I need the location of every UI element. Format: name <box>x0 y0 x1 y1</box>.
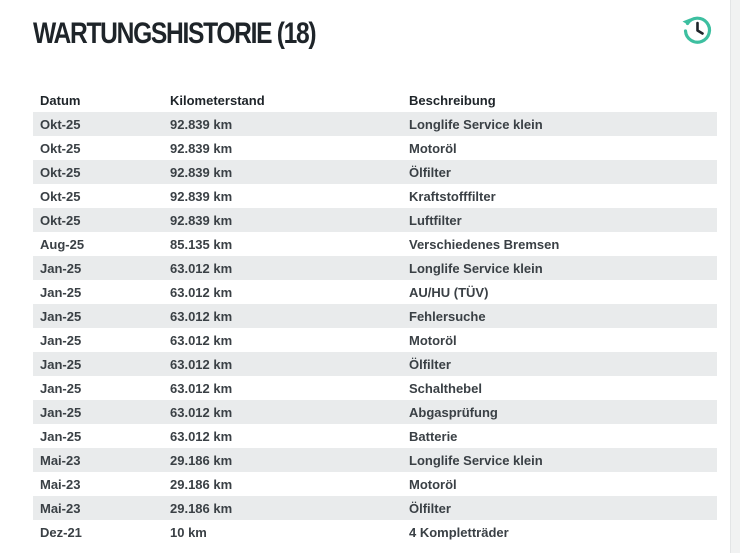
cell-description: Verschiedenes Bremsen <box>409 236 560 252</box>
table-row <box>33 280 717 304</box>
cell-description: Ölfilter <box>402 160 717 184</box>
cell-description: Longlife Service klein <box>402 256 717 280</box>
cell-mileage: 92.839 km <box>163 112 402 136</box>
cell-mileage: 63.012 km <box>170 380 233 396</box>
cell-mileage: 63.012 km <box>170 332 233 348</box>
cell-description: Ölfilter <box>402 352 717 376</box>
cell-description: Longlife Service klein <box>402 112 717 136</box>
column-header-description: Beschreibung <box>409 92 496 108</box>
table-row <box>33 328 717 352</box>
cell-mileage: 92.839 km <box>163 208 402 232</box>
cell-description: Motoröl <box>409 476 457 492</box>
table-row <box>33 448 717 472</box>
cell-mileage: 29.186 km <box>170 476 233 492</box>
cell-date: Okt-25 <box>33 112 163 136</box>
cell-date: Jan-25 <box>33 304 163 328</box>
cell-mileage: 92.839 km <box>170 188 233 204</box>
table-row <box>33 352 717 376</box>
cell-date: Jan-25 <box>40 380 82 396</box>
cell-description: Kraftstofffilter <box>409 188 496 204</box>
table-row <box>33 304 717 328</box>
table-row <box>33 256 717 280</box>
cell-mileage: 92.839 km <box>170 140 233 156</box>
cell-date: Aug-25 <box>40 236 85 252</box>
cell-mileage: 29.186 km <box>163 448 402 472</box>
cell-date: Jan-25 <box>33 400 163 424</box>
history-button[interactable] <box>678 10 716 48</box>
table-row <box>33 160 717 184</box>
cell-date: Okt-25 <box>33 160 163 184</box>
cell-date: Dez-21 <box>40 524 82 540</box>
cell-date: Okt-25 <box>33 208 163 232</box>
table-header-row <box>33 88 717 112</box>
cell-mileage: 63.012 km <box>163 304 402 328</box>
cell-mileage: 85.135 km <box>170 236 233 252</box>
cell-mileage: 63.012 km <box>163 256 402 280</box>
cell-date: Jan-25 <box>33 352 163 376</box>
cell-date: Jan-25 <box>40 284 82 300</box>
cell-description: AU/HU (TÜV) <box>409 284 489 300</box>
cell-description: Ölfilter <box>402 496 717 520</box>
table-row <box>33 496 717 520</box>
table-row <box>33 424 717 448</box>
cell-description: Schalthebel <box>409 380 482 396</box>
cell-date: Mai-23 <box>40 476 81 492</box>
column-header-date: Datum <box>40 92 81 108</box>
cell-description: 4 Kompletträder <box>409 524 509 540</box>
cell-description: Motoröl <box>409 140 457 156</box>
cell-description: Motoröl <box>409 332 457 348</box>
table-row <box>33 232 717 256</box>
cell-mileage: 63.012 km <box>170 284 233 300</box>
table-row <box>33 520 717 544</box>
maintenance-history-table <box>33 88 717 544</box>
cell-mileage: 92.839 km <box>163 160 402 184</box>
cell-date: Mai-23 <box>33 448 163 472</box>
cell-description: Fehlersuche <box>402 304 717 328</box>
cell-mileage: 63.012 km <box>163 400 402 424</box>
cell-date: Jan-25 <box>40 332 82 348</box>
cell-description: Batterie <box>409 428 458 444</box>
table-body <box>33 112 717 544</box>
table-row <box>33 472 717 496</box>
table-row <box>33 376 717 400</box>
cell-date: Jan-25 <box>33 256 163 280</box>
table-row <box>33 184 717 208</box>
cell-description: Luftfilter <box>402 208 717 232</box>
column-header-mileage: Kilometerstand <box>170 92 265 108</box>
cell-mileage: 29.186 km <box>163 496 402 520</box>
table-row <box>33 136 717 160</box>
page-title: WARTUNGSHISTORIE (18) <box>33 17 316 50</box>
cell-date: Jan-25 <box>40 428 82 444</box>
cell-mileage: 10 km <box>170 524 207 540</box>
history-clock-icon <box>680 12 714 46</box>
cell-date: Okt-25 <box>40 188 81 204</box>
table-row <box>33 208 717 232</box>
cell-date: Okt-25 <box>40 140 81 156</box>
scrollbar-track[interactable] <box>730 0 740 553</box>
cell-mileage: 63.012 km <box>163 352 402 376</box>
cell-date: Mai-23 <box>33 496 163 520</box>
table-row <box>33 400 717 424</box>
cell-mileage: 63.012 km <box>170 428 233 444</box>
cell-description: Abgasprüfung <box>402 400 717 424</box>
table-row <box>33 112 717 136</box>
cell-description: Longlife Service klein <box>402 448 717 472</box>
